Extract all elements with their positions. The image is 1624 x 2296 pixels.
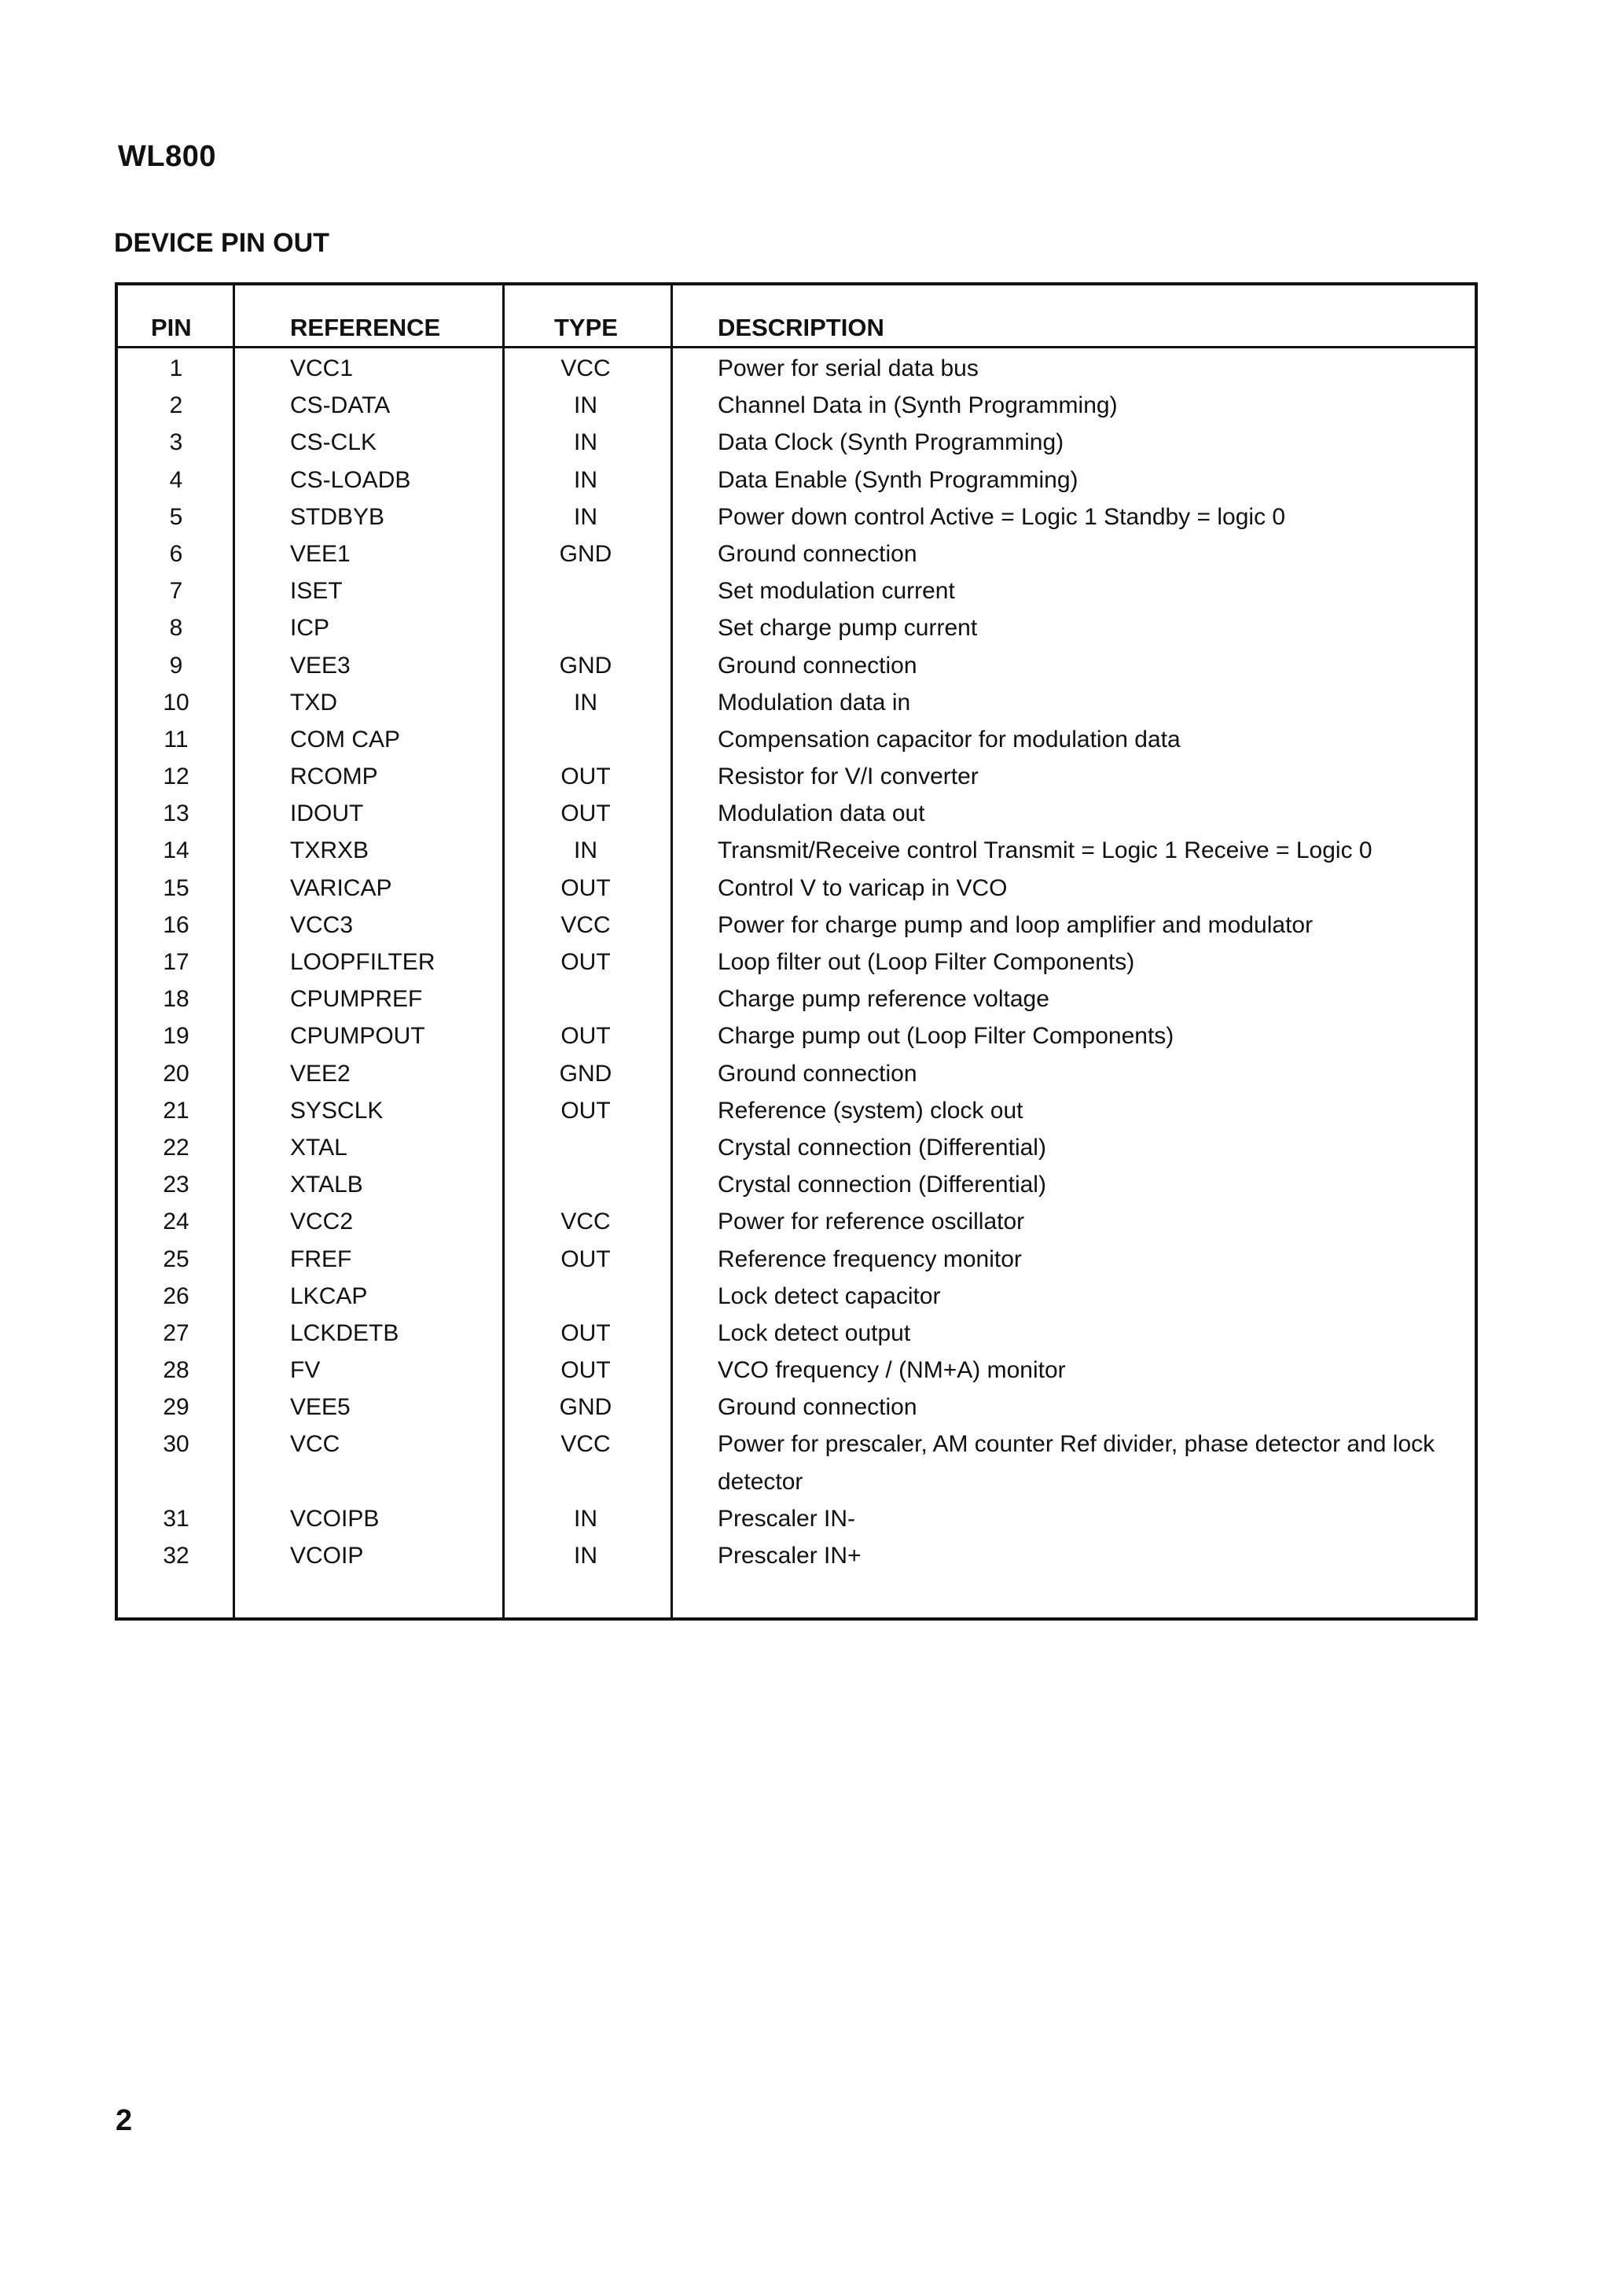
pin-cell: 9 (169, 652, 183, 679)
table-row (118, 758, 1475, 795)
description-cell: Crystal connection (Differential) (718, 1172, 1046, 1198)
table-row (118, 795, 1475, 832)
type-cell: OUT (560, 949, 611, 975)
pin-cell: 1 (169, 355, 183, 381)
table-row (118, 1166, 1475, 1203)
table-row (118, 1352, 1475, 1389)
table-row (118, 572, 1475, 609)
pin-cell: 28 (163, 1357, 189, 1384)
table-row (118, 350, 1475, 387)
column-header-description: DESCRIPTION (718, 314, 884, 341)
pin-cell: 23 (163, 1172, 189, 1198)
table-row (118, 684, 1475, 721)
reference-cell: SYSCLK (290, 1097, 384, 1124)
pin-cell: 5 (169, 503, 183, 530)
type-cell: OUT (560, 800, 611, 827)
reference-cell: VEE5 (290, 1394, 351, 1421)
reference-cell: CS-DATA (290, 392, 391, 419)
pin-cell: 11 (164, 726, 189, 752)
column-header-reference: REFERENCE (290, 314, 441, 341)
pin-cell: 4 (169, 466, 183, 493)
pin-cell: 16 (163, 911, 189, 938)
reference-cell: CS-LOADB (290, 466, 411, 493)
description-cell: Prescaler IN+ (718, 1543, 862, 1569)
description-cell: Ground connection (718, 1060, 917, 1087)
table-row (118, 499, 1475, 535)
reference-cell: ICP (290, 615, 330, 642)
type-cell: OUT (560, 1023, 611, 1050)
reference-cell: FV (290, 1357, 321, 1384)
description-cell: Power down control Active = Logic 1 Standby = logic 0 (718, 503, 1286, 530)
reference-cell: LOOPFILTER (290, 949, 435, 975)
table-row (118, 1278, 1475, 1315)
table-row (118, 1241, 1475, 1278)
reference-cell: FREF (290, 1246, 352, 1272)
pin-cell: 25 (163, 1246, 189, 1272)
description-cell: Ground connection (718, 1394, 917, 1421)
pin-cell: 32 (163, 1543, 189, 1569)
reference-cell: VEE1 (290, 540, 351, 567)
reference-cell: VARICAP (290, 874, 392, 901)
table-row (118, 387, 1475, 424)
reference-cell: STDBYB (290, 503, 385, 530)
table-row (118, 609, 1475, 646)
pin-cell: 10 (163, 689, 189, 716)
type-cell: GND (559, 1394, 612, 1421)
pin-cell: 7 (169, 578, 183, 605)
pin-cell: 29 (163, 1394, 189, 1421)
table-row (118, 1537, 1475, 1574)
pin-cell: 30 (163, 1431, 189, 1458)
page-number: 2 (116, 2104, 133, 2137)
description-cell: Resistor for V/I converter (718, 763, 979, 790)
description-cell: Data Enable (Synth Programming) (718, 466, 1078, 493)
table-row (118, 647, 1475, 684)
reference-cell: TXD (290, 689, 337, 716)
table-row (118, 870, 1475, 907)
description-cell: Prescaler IN- (718, 1505, 856, 1532)
pin-cell: 8 (169, 615, 183, 642)
reference-cell: TXRXB (290, 837, 369, 864)
type-cell: VCC (560, 1431, 611, 1458)
pin-cell: 26 (163, 1282, 189, 1309)
description-cell: Charge pump reference voltage (718, 986, 1049, 1013)
reference-cell: XTAL (290, 1134, 347, 1161)
type-cell: IN (574, 392, 597, 419)
type-cell: OUT (560, 763, 611, 790)
table-row (118, 981, 1475, 1017)
table-row (118, 1315, 1475, 1352)
description-cell: Power for prescaler, AM counter Ref divider, phase detector and lock detector (718, 1431, 1435, 1495)
pin-cell: 13 (163, 800, 189, 827)
pin-cell: 2 (169, 392, 183, 419)
type-cell: OUT (560, 874, 611, 901)
type-cell: IN (574, 466, 597, 493)
type-cell: GND (559, 1060, 612, 1087)
document-title: WL800 (118, 140, 216, 173)
type-cell: OUT (560, 1319, 611, 1346)
description-cell: Modulation data in (718, 689, 911, 716)
type-cell: VCC (560, 911, 611, 938)
type-cell: IN (574, 1505, 597, 1532)
table-row (118, 424, 1475, 461)
table-row (118, 1092, 1475, 1129)
description-cell: Channel Data in (Synth Programming) (718, 392, 1118, 419)
reference-cell: CPUMPOUT (290, 1023, 425, 1050)
reference-cell: CS-CLK (290, 429, 377, 456)
type-cell: VCC (560, 355, 611, 381)
pin-cell: 21 (163, 1097, 189, 1124)
table-row (118, 1203, 1475, 1240)
column-header-type: TYPE (554, 314, 618, 341)
type-cell: OUT (560, 1246, 611, 1272)
pin-cell: 15 (163, 874, 189, 901)
type-cell: VCC (560, 1209, 611, 1235)
table-row (118, 462, 1475, 499)
reference-cell: CPUMPREF (290, 986, 423, 1013)
reference-cell: COM CAP (290, 726, 401, 752)
table-row (118, 1500, 1475, 1537)
pin-cell: 27 (163, 1319, 189, 1346)
type-cell: IN (574, 837, 597, 864)
pin-cell: 18 (163, 986, 189, 1013)
type-cell: IN (574, 689, 597, 716)
reference-cell: IDOUT (290, 800, 364, 827)
table-row (118, 1129, 1475, 1166)
pin-cell: 6 (169, 540, 183, 567)
description-cell: Crystal connection (Differential) (718, 1134, 1046, 1161)
description-cell: Lock detect capacitor (718, 1282, 941, 1309)
reference-cell: ISET (290, 578, 343, 605)
description-cell: Compensation capacitor for modulation data (718, 726, 1181, 752)
type-cell: IN (574, 429, 597, 456)
description-cell: Data Clock (Synth Programming) (718, 429, 1064, 456)
type-cell: IN (574, 503, 597, 530)
type-cell: OUT (560, 1097, 611, 1124)
description-cell: VCO frequency / (NM+A) monitor (718, 1357, 1066, 1384)
pin-cell: 19 (163, 1023, 189, 1050)
reference-cell: VCC (290, 1431, 340, 1458)
description-cell: Set charge pump current (718, 615, 978, 642)
reference-cell: VCC3 (290, 911, 354, 938)
description-cell: Power for serial data bus (718, 355, 979, 381)
description-cell: Ground connection (718, 540, 917, 567)
pin-cell: 14 (163, 837, 189, 864)
type-cell: OUT (560, 1357, 611, 1384)
reference-cell: VCC1 (290, 355, 354, 381)
table-row (118, 832, 1475, 869)
column-header-pin: PIN (151, 314, 192, 341)
description-cell: Modulation data out (718, 800, 925, 827)
pin-cell: 22 (163, 1134, 189, 1161)
pin-cell: 17 (163, 949, 189, 975)
table-row (118, 721, 1475, 758)
description-cell: Lock detect output (718, 1319, 911, 1346)
description-cell: Reference frequency monitor (718, 1246, 1022, 1272)
table-row (118, 1017, 1475, 1054)
pin-cell: 20 (163, 1060, 189, 1087)
description-cell: Charge pump out (Loop Filter Components) (718, 1023, 1174, 1050)
type-cell: GND (559, 652, 612, 679)
description-cell: Loop filter out (Loop Filter Components) (718, 949, 1135, 975)
reference-cell: VCC2 (290, 1209, 354, 1235)
reference-cell: VEE2 (290, 1060, 351, 1087)
table-row (118, 1389, 1475, 1426)
pin-cell: 3 (169, 429, 183, 456)
description-cell: Ground connection (718, 652, 917, 679)
description-cell: Power for charge pump and loop amplifier and modulator (718, 911, 1314, 938)
reference-cell: VEE3 (290, 652, 351, 679)
description-cell: Power for reference oscillator (718, 1209, 1025, 1235)
table-row (118, 1055, 1475, 1092)
table-row (118, 1426, 1475, 1499)
table-row (118, 944, 1475, 981)
table-body (118, 350, 1475, 1574)
header-rule (118, 346, 1475, 348)
table-row (118, 907, 1475, 944)
type-cell: GND (559, 540, 612, 567)
description-cell: Transmit/Receive control Transmit = Logic 1 Receive = Logic 0 (718, 837, 1372, 864)
description-cell: Control V to varicap in VCO (718, 874, 1008, 901)
table-row (118, 535, 1475, 572)
reference-cell: VCOIP (290, 1543, 364, 1569)
section-title: DEVICE PIN OUT (114, 228, 329, 258)
reference-cell: XTALB (290, 1172, 363, 1198)
pin-out-table (115, 282, 1478, 1621)
description-cell: Set modulation current (718, 578, 955, 605)
pin-cell: 31 (163, 1505, 189, 1532)
reference-cell: LKCAP (290, 1282, 368, 1309)
reference-cell: VCOIPB (290, 1505, 380, 1532)
pin-cell: 12 (163, 763, 189, 790)
type-cell: IN (574, 1543, 597, 1569)
reference-cell: RCOMP (290, 763, 378, 790)
pin-cell: 24 (163, 1209, 189, 1235)
reference-cell: LCKDETB (290, 1319, 399, 1346)
description-cell: Reference (system) clock out (718, 1097, 1023, 1124)
